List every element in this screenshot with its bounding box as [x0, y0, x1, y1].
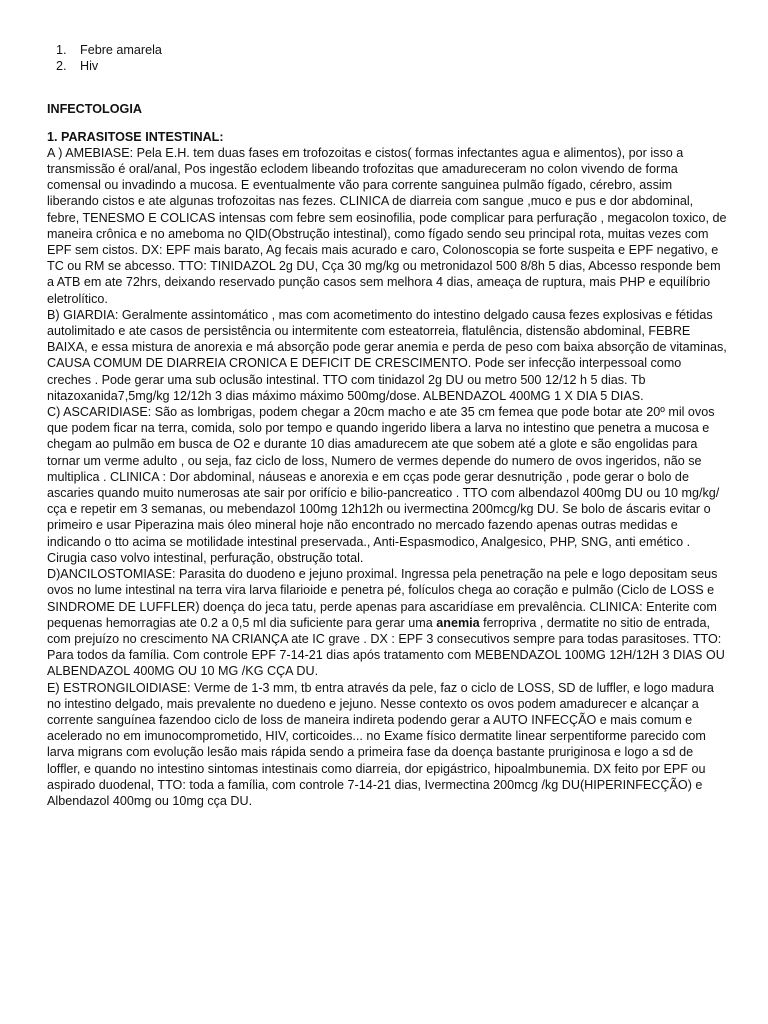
numbered-list — [47, 42, 727, 74]
list-item — [47, 42, 727, 58]
list-item — [47, 58, 727, 74]
paragraph-estrongiloidiase: E) ESTRONGILOIDIASE: Verme de 1-3 mm, tb entra através da pele, faz o ciclo de LOSS, SD de luffler, e logo madura no intestino delgado, mais prevalente no duedeno e jejuno. Nesse contexto os ovos podem amadurecer e alcançar a corrente sanguínea fazendoo ciclo de loss de maneira indireta podendo gerar a AUTO INFECÇÃO e mais comum e acelerado no em imunocomprometido, HIV, corticoides... no Exame físico dermatite linear serpentiforme parecido com larva migrans com evolução lesão mais rápida sendo a primeira fase da doença bastante pruriginosa e logo a sd de loffler, e quando no intestino sintomas intestinais como diarreia, dor epigástrico, hipoalmbunemia. DX feito por EPF ou aspirado duodenal, TTO: toda a família, com controle 7-14-21 dias, Ivermectina 200mcg /kg DU(HIPERINFECÇÃO) e Albendazol 400mg ou 10mg cça DU. — [47, 680, 714, 808]
list-number: 2. — [56, 59, 67, 74]
paragraph-text: D)ANCILOSTOMIASE: Parasita do duodeno e jejuno proximal. Ingressa pela penetração na pele e logo depositam seus ovos no lume intestinal na terra vira larva filarioide e penetra pé, folículos chega ao coração e pulmão (Ciclo de LOSS e SINDROME DE LUFFLER) doença do jeca tatu, perde apenas para ascaridíase em prevalência. CLINICA: Enterite com pequenas hemorragias ate 0.2 a 0,5 ml dia suficiente para gerar uma — [47, 567, 718, 630]
paragraph-text: ferropriva , dermatite no sitio de entrada, com prejuízo no crescimento NA CRIANÇA ate IC grave . DX : EPF 3 consecutivos sempre para todas parasitoses. TTO: Para todos da família. Com controle EPF 7-14-21 dias após tratamento com MEBENDAZOL 100MG 12H/12H 3 DIAS OU ALBENDAZOL 400MG OU 10 MG /KG CÇA DU. — [47, 615, 725, 679]
bold-term: anemia — [436, 615, 480, 630]
list-text: Hiv — [80, 59, 99, 74]
subsection-heading: 1. PARASITOSE INTESTINAL: — [47, 129, 224, 144]
paragraph-amebiase: A ) AMEBIASE: Pela E.H. tem duas fases em trofozoitas e cistos( formas infectantes agua e alimentos), por isso a transmissão é oral/anal, Pos ingestão eclodem libeando trofozitas que amadureceram no colon vivendo de forma comensal ou invadindo a mucosa. E eventualmente vão para corrente sanguinea pulmão fígado, cérebro, assim liberando cistos e ate algunas trofozoitas nas fezes. CLINICA de diarreia com sangue ,muco e pus e dor abdominal, febre, TENESMO E COLICAS intensas com febre sem eosinofilia, pode complicar para perfuração , megacolon toxico, de maneira crônica e no ameboma no QID(Obstrução intestinal), como fígado sendo seu principal rota, muitas vezes com EPF sem cistos. DX: EPF mais barato, Ag fecais mais acurado e caro, Colonoscopia se forte suspeita e EPF negativo, e TC ou RM se abcesso. TTO: TINIDAZOL 2g DU, Cça 30 mg/kg ou metronidazol 500 8/8h 5 dias, Abcesso responde bem a ATB em ate 72hrs, deixando reservado punção casos sem melhora 4 dias, ameaça de ruptura, mais PHP e equilíbrio eletrolítico. — [47, 145, 727, 306]
paragraph-giardia: B) GIARDIA: Geralmente assintomático , mas com acometimento do intestino delgado causa fezes explosivas e fétidas autolimitado e ate casos de persistência ou intermitente com esteatorreia, flatulência, distensão abdominal, FEBRE BAIXA, e essa mistura de anorexia e má absorção pode gerar anemia e perda de peso com baixa absorção de vitaminas, CAUSA COMUM DE DIARREIA CRONICA E DEFICIT DE CRESCIMENTO. Pode ser infecção interpessoal como creches . Pode gerar uma sub oclusão intestinal. TTO com tinidazol 2g DU ou metro 500 12/12 h 5 dias. Tb nitazoxanida7,5mg/kg 12/12h 3 dias máximo máximo 500mg/dose. ALBENDAZOL 400MG 1 X DIA 5 DIAS. — [47, 307, 727, 403]
document-page — [47, 42, 727, 809]
list-number: 1. — [56, 43, 67, 57]
paragraph-ascaridiase: C) ASCARIDIASE: São as lombrigas, podem chegar a 20cm macho e ate 35 cm femea que pode botar ate 20º mil ovos que podem ficar na terra, comida, solo por tempo e quando ingerido libera a larva no intestino que penetra a mucosa e chegam ao pulmão em busca de O2 e durante 10 dias amadurecem ate que sobem até a glote e são engolidas para tornar um verme adulto , ou seja, faz ciclo de loss, Numero de vermes depende do numero de ovos ingeridos, não se multiplica . CLINICA : Dor abdominal, náuseas e anorexia e em cças pode gerar desnutrição , pode gerar o bolo de ascaries quando muito numerosas ate sair por orifício e bilio-pancreatico . TTO com albendazol 400mg DU ou 10 mg/kg/ cça e repetir em 3 semanas, ou mebendazol 100mg 12h12h ou ivermectina 200mcg/kg DU. Se bolo de áscaris evitar o primeiro e usar Piperazina mais óleo mineral hoje não encontrado no mercado fazendo apenas outras medidas e indicando o tto acima se motilidade intestinal preservada., Anti-Espasmodico, Analgesico, PHP, SNG, anti emético . Cirugia caso volvo intestinal, perfuração, obstrução total. — [47, 405, 720, 565]
paragraph-ancilostomiase — [47, 566, 727, 679]
section-heading: INFECTOLOGIA — [47, 102, 142, 117]
list-text: Febre amarela — [80, 43, 162, 57]
